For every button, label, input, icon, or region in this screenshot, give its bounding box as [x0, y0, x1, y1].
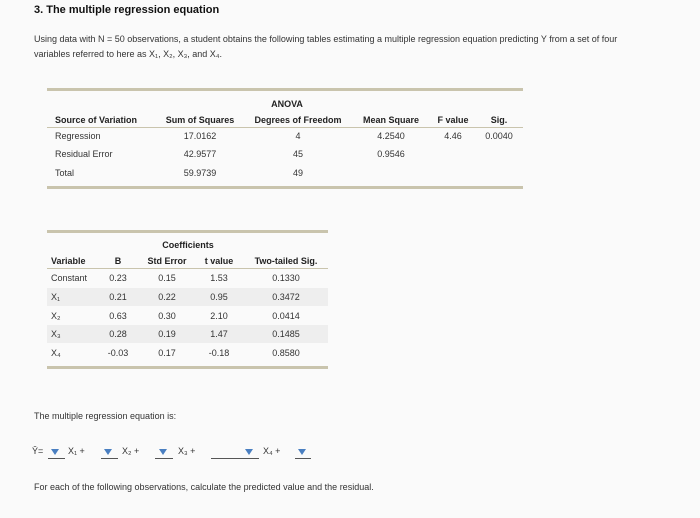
coef-bottom-rule: [47, 366, 328, 369]
coef-cell-b: 0.63: [109, 311, 127, 321]
coef-cell-t: 0.95: [210, 292, 228, 302]
anova-cell-df: 4: [295, 131, 301, 141]
instructions-text: For each of the following observations, calculate the predicted value and the residual.: [34, 482, 374, 492]
chevron-down-icon: [51, 449, 59, 455]
question-title: 3. The multiple regression equation: [34, 4, 220, 16]
anova-bottom-rule: [47, 186, 523, 189]
coef-cell-variable: X₁: [51, 292, 61, 302]
anova-header-source: Source of Variation: [55, 115, 138, 125]
anova-cell-df: 45: [292, 149, 304, 159]
coef-cell-sig: 0.0414: [272, 311, 300, 321]
intro-line-1: Using data with N = 50 observations, a student obtains the following tables estimating a multiple regression equation predicting Y from a set of four: [34, 34, 618, 44]
anova-cell-ss: 17.0162: [183, 131, 217, 141]
coef-cell-variable: X₃: [51, 329, 61, 339]
coef-cell-t: -0.18: [208, 348, 230, 358]
anova-cell-source: Residual Error: [55, 149, 113, 159]
anova-cell-source: Regression: [55, 131, 101, 141]
anova-cell-df: 49: [292, 168, 304, 178]
coef-cell-b: 0.23: [109, 273, 127, 283]
x1-term: X₁ +: [68, 446, 85, 456]
anova-top-rule: [47, 88, 523, 91]
b4-dropdown[interactable]: [295, 446, 311, 459]
coef-cell-b: 0.21: [109, 292, 127, 302]
chevron-down-icon: [159, 449, 167, 455]
coef-cell-sig: 0.1330: [272, 273, 300, 283]
coef-cell-sig: 0.8580: [272, 348, 300, 358]
anova-cell-ss: 42.9577: [183, 149, 217, 159]
b1-dropdown[interactable]: [101, 446, 118, 459]
coef-top-rule: [47, 230, 328, 233]
coef-cell-se: 0.22: [158, 292, 176, 302]
chevron-down-icon: [245, 449, 253, 455]
coef-header-se: Std Error: [147, 256, 187, 266]
coef-cell-variable: X₂: [51, 311, 61, 321]
coef-cell-se: 0.15: [158, 273, 176, 283]
coef-cell-b: -0.03: [107, 348, 129, 358]
anova-header-ms: Mean Square: [362, 115, 420, 125]
coef-cell-se: 0.19: [158, 329, 176, 339]
coef-cell-t: 1.47: [210, 329, 228, 339]
b3-dropdown[interactable]: [211, 446, 259, 459]
x4-term: X₄ +: [263, 446, 281, 456]
coef-header-sig: Two-tailed Sig.: [254, 256, 318, 266]
anova-header-rule: [47, 127, 523, 128]
anova-cell-ss: 59.9739: [183, 168, 217, 178]
x3-term: X₃ +: [178, 446, 196, 456]
coef-header-b: B: [114, 256, 122, 266]
anova-header-ss: Sum of Squares: [165, 115, 235, 125]
anova-title: ANOVA: [271, 99, 303, 109]
anova-header-sig: Sig.: [490, 115, 508, 125]
coef-cell-se: 0.30: [158, 311, 176, 321]
anova-cell-f: 4.46: [444, 131, 462, 141]
intercept-dropdown[interactable]: [48, 446, 65, 459]
coef-cell-se: 0.17: [158, 348, 176, 358]
anova-cell-ms: 4.2540: [377, 131, 405, 141]
coef-header-rule: [47, 268, 328, 269]
anova-cell-sig: 0.0040: [485, 131, 513, 141]
anova-header-f: F value: [437, 115, 469, 125]
anova-cell-ms: 0.9546: [377, 149, 405, 159]
question-intro: [34, 32, 684, 62]
coef-cell-t: 1.53: [210, 273, 228, 283]
b2-dropdown[interactable]: [155, 446, 173, 459]
chevron-down-icon: [104, 449, 112, 455]
coef-cell-b: 0.28: [109, 329, 127, 339]
anova-header-df: Degrees of Freedom: [254, 115, 342, 125]
chevron-down-icon: [298, 449, 306, 455]
coef-header-variable: Variable: [51, 256, 86, 266]
coef-header-t: t value: [204, 256, 234, 266]
coef-cell-variable: Constant: [51, 273, 88, 283]
x2-term: X₂ +: [122, 446, 140, 456]
coef-title: Coefficients: [162, 240, 214, 250]
coef-cell-sig: 0.1485: [272, 329, 300, 339]
anova-cell-source: Total: [55, 168, 75, 178]
yhat-symbol: Ŷ=: [32, 446, 44, 456]
coef-cell-t: 2.10: [210, 311, 228, 321]
coef-cell-sig: 0.3472: [272, 292, 300, 302]
equation-label: The multiple regression equation is:: [34, 411, 177, 421]
intro-line-2: variables referred to here as X₁, X₂, X₃, and X₄.: [34, 49, 222, 59]
coef-cell-variable: X₄: [51, 348, 61, 358]
